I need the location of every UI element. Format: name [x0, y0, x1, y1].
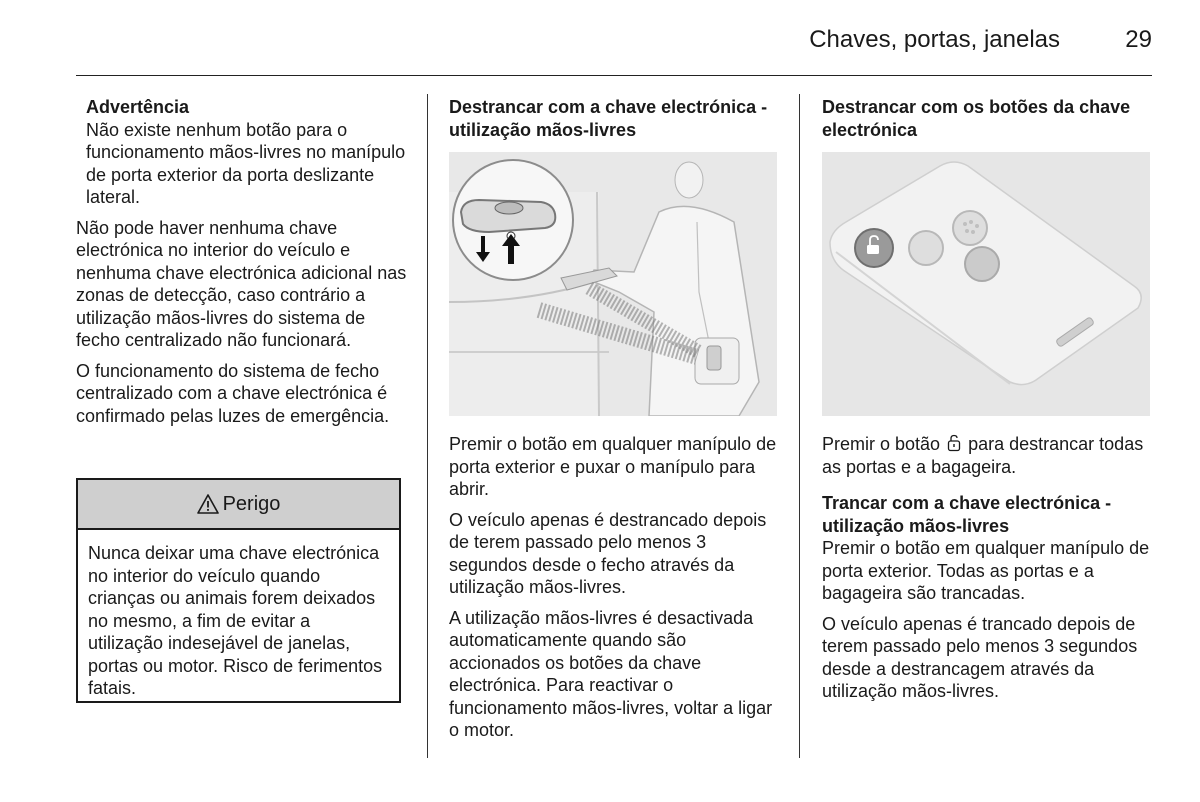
header-rule: [76, 75, 1152, 76]
section-heading: Destrancar com os botões da chave electrónica: [822, 97, 1131, 140]
section-heading: Destrancar com a chave electrónica - utilização mãos-livres: [449, 97, 768, 140]
page-header-title: Chaves, portas, janelas: [809, 26, 1060, 53]
unlock-instruction-before: Premir o botão: [822, 434, 941, 454]
warning-title: Advertência: [86, 97, 190, 117]
column-3-body: [822, 433, 1157, 711]
paragraph: Premir o botão em qualquer manípulo de porta exterior e puxar o manípulo para abrir.: [449, 434, 777, 499]
column-2: [449, 96, 781, 141]
unlock-instruction-after: para destrancar todas as portas e a bagageira.: [822, 434, 1144, 477]
paragraph: Premir o botão em qualquer manípulo de porta exterior. Todas as portas e a bagageira são trancadas.: [822, 538, 1150, 603]
danger-header: [78, 480, 399, 530]
danger-text: Nunca deixar uma chave electrónica no interior do veículo quando crianças ou animais forem deixados no mesmo, a fim de evitar a utilização indesejável de janelas, portas ou motor. Risco de ferimentos fatais.: [88, 543, 383, 698]
column-divider-1: [427, 94, 428, 758]
paragraph: [822, 433, 1157, 478]
paragraph: O veículo apenas é trancado depois de terem passado pelo menos 3 segundos desde a destrancagem através da utilização mãos-livres.: [822, 613, 1138, 701]
paragraph: O veículo apenas é destrancado depois de terem passado pelo menos 3 segundos desde o fecho através da utilização mãos-livres.: [449, 509, 767, 597]
unlock-icon: [947, 434, 961, 452]
danger-box: [76, 478, 401, 703]
key-card-illustration: [822, 152, 1150, 416]
column-divider-2: [799, 94, 800, 758]
warning-text: Não existe nenhum botão para o funcionamento mãos-livres no manípulo de porta exterior da porta deslizante lateral.: [86, 119, 406, 207]
section-heading: Trancar com a chave electrónica - utilização mãos-livres: [822, 493, 1112, 536]
paragraph: Não pode haver nenhuma chave electrónica no interior do veículo e nenhuma chave electrónica adicional nas zonas de detecção, caso contrário a utilização mãos-livres do sistema de fecho centralizado não funcionará.: [76, 217, 407, 350]
page-number: 29: [1125, 26, 1152, 53]
column-1: [76, 96, 411, 435]
paragraph: O funcionamento do sistema de fecho centralizado com a chave electrónica é confirmado pelas luzes de emergência.: [76, 360, 390, 426]
warning-triangle-icon: [197, 494, 219, 514]
danger-title: Perigo: [222, 492, 281, 515]
column-2-body: [449, 433, 781, 750]
paragraph: A utilização mãos-livres é desactivada automaticamente quando são accionados os botões da chave electrónica. Para reactivar o funcionamento mãos-livres, voltar a ligar o motor.: [449, 607, 773, 740]
handsfree-illustration: [449, 152, 777, 416]
column-3: [822, 96, 1157, 141]
